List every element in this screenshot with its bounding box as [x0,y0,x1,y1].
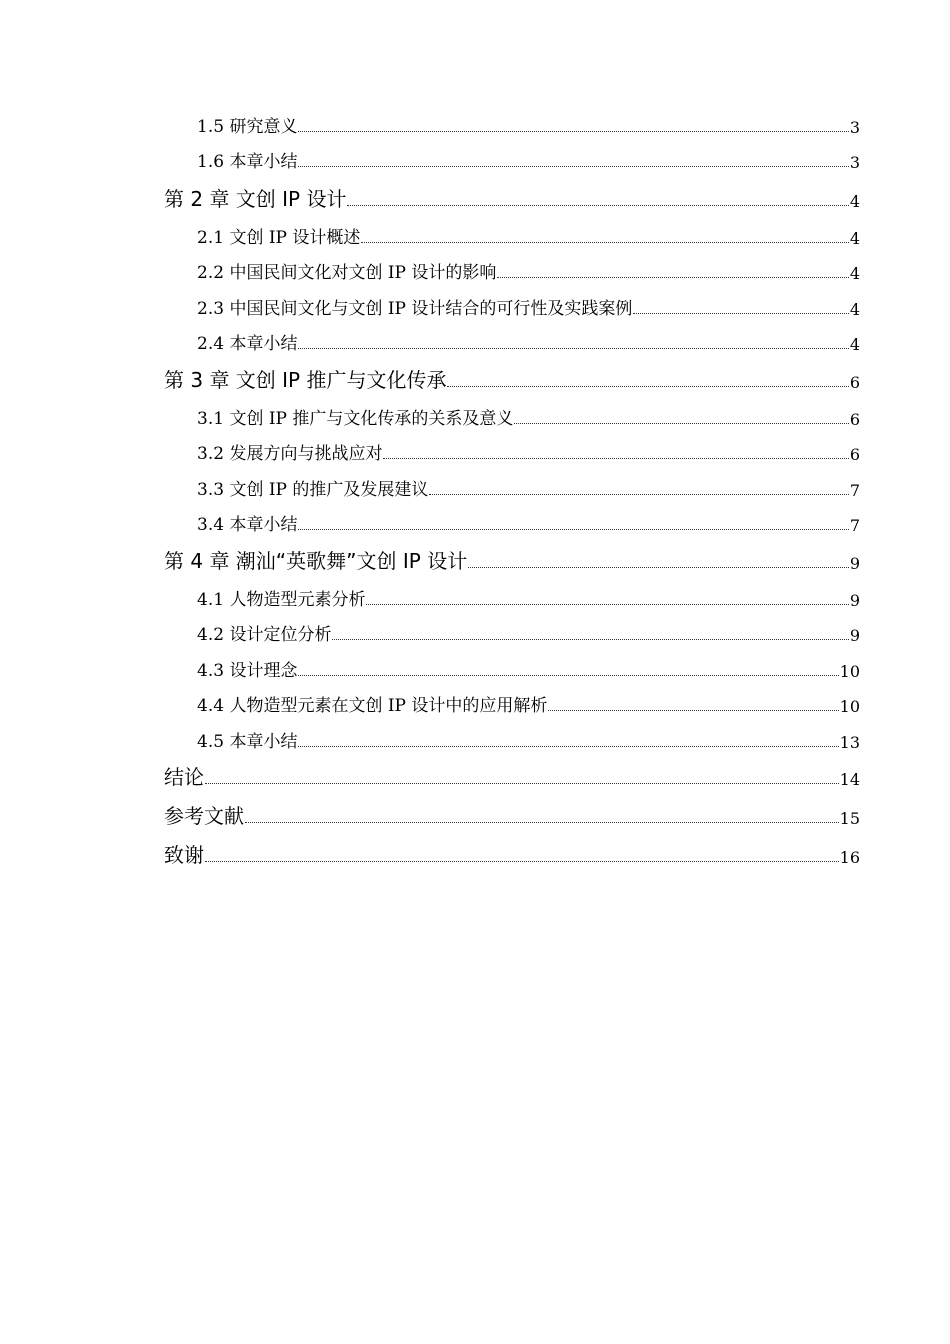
toc-entry-title: 2.3 中国民间文化与文创 IP 设计结合的可行性及实践案例 [197,298,633,319]
toc-leader-dots [347,205,848,206]
toc-leader-dots [497,277,848,278]
toc-entry-page: 7 [849,480,860,500]
toc-entry-title: 3.3 文创 IP 的推广及发展建议 [197,479,429,500]
toc-entry[interactable] [197,621,860,645]
toc-leader-dots [468,567,849,568]
toc-leader-dots [205,861,839,862]
toc-leader-dots [298,348,848,349]
toc-entry-title: 2.4 本章小结 [197,333,298,354]
toc-entry-page: 9 [849,625,860,645]
toc-leader-dots [298,529,848,530]
toc-entry-title: 1.5 研究意义 [197,116,298,137]
toc-chapter-entry[interactable] [164,763,860,789]
toc-entry-page: 10 [839,661,860,681]
toc-leader-dots [633,313,848,314]
toc-leader-dots [245,822,839,823]
toc-entry-page: 3 [849,152,860,172]
toc-chapter-entry[interactable] [164,547,860,573]
toc-entry-page: 9 [849,553,860,573]
toc-entry-page: 4 [849,228,860,248]
toc-entry[interactable] [197,692,860,716]
toc-entry-title: 4.1 人物造型元素分析 [197,589,366,610]
toc-chapter-entry[interactable] [164,185,860,211]
toc-leader-dots [514,423,848,424]
toc-entry-title: 第 3 章 文创 IP 推广与文化传承 [164,368,447,392]
toc-leader-dots [298,746,838,747]
toc-entry-page: 10 [839,696,860,716]
toc-entry-title: 参考文献 [164,804,244,828]
toc-entry-title: 3.2 发展方向与挑战应对 [197,443,383,464]
toc-entry[interactable] [197,728,860,752]
toc-leader-dots [205,783,839,784]
toc-entry-page: 4 [849,263,860,283]
toc-leader-dots [298,166,848,167]
toc-leader-dots [298,131,848,132]
toc-entry-title: 2.2 中国民间文化对文创 IP 设计的影响 [197,262,497,283]
toc-entry-page: 13 [839,732,860,752]
toc-entry-title: 4.5 本章小结 [197,731,298,752]
toc-chapter-entry[interactable] [164,841,860,867]
toc-entry-page: 7 [849,515,860,535]
toc-entry-page: 4 [849,299,860,319]
toc-entry-title: 3.1 文创 IP 推广与文化传承的关系及意义 [197,408,514,429]
toc-leader-dots [361,242,848,243]
toc-chapter-entry[interactable] [164,802,860,828]
toc-entry-title: 致谢 [164,843,204,867]
toc-entry[interactable] [197,113,860,137]
toc-leader-dots [383,458,848,459]
toc-entry[interactable] [197,224,860,248]
toc-entry-title: 第 4 章 潮汕“英歌舞”文创 IP 设计 [164,549,468,573]
toc-entry-title: 结论 [164,765,204,789]
toc-entry[interactable] [197,295,860,319]
toc-entry[interactable] [197,657,860,681]
toc-leader-dots [447,386,848,387]
toc-leader-dots [298,675,838,676]
toc-entry-page: 6 [849,444,860,464]
toc-chapter-entry[interactable] [164,366,860,392]
toc-entry-title: 3.4 本章小结 [197,514,298,535]
toc-entry-title: 1.6 本章小结 [197,151,298,172]
toc-entry[interactable] [197,330,860,354]
toc-entry-page: 16 [839,847,860,867]
toc-entry-page: 9 [849,590,860,610]
toc-entry[interactable] [197,440,860,464]
toc-entry[interactable] [197,259,860,283]
toc-entry[interactable] [197,511,860,535]
toc-leader-dots [548,710,838,711]
toc-entry-page: 3 [849,117,860,137]
toc-entry-title: 第 2 章 文创 IP 设计 [164,187,347,211]
toc-entry[interactable] [197,476,860,500]
toc-entry-page: 14 [839,769,860,789]
toc-entry-page: 6 [849,372,860,392]
toc-entry-page: 4 [849,191,860,211]
toc-entry-title: 4.2 设计定位分析 [197,624,332,645]
toc-entry-title: 4.3 设计理念 [197,660,298,681]
toc-entry-title: 4.4 人物造型元素在文创 IP 设计中的应用解析 [197,695,548,716]
toc-entry[interactable] [197,148,860,172]
toc-entry-title: 2.1 文创 IP 设计概述 [197,227,361,248]
toc-leader-dots [366,604,848,605]
toc-entry-page: 4 [849,334,860,354]
toc-leader-dots [332,639,848,640]
toc-leader-dots [429,494,848,495]
toc-entry[interactable] [197,586,860,610]
toc-entry[interactable] [197,405,860,429]
toc-entry-page: 6 [849,409,860,429]
toc-entry-page: 15 [839,808,860,828]
